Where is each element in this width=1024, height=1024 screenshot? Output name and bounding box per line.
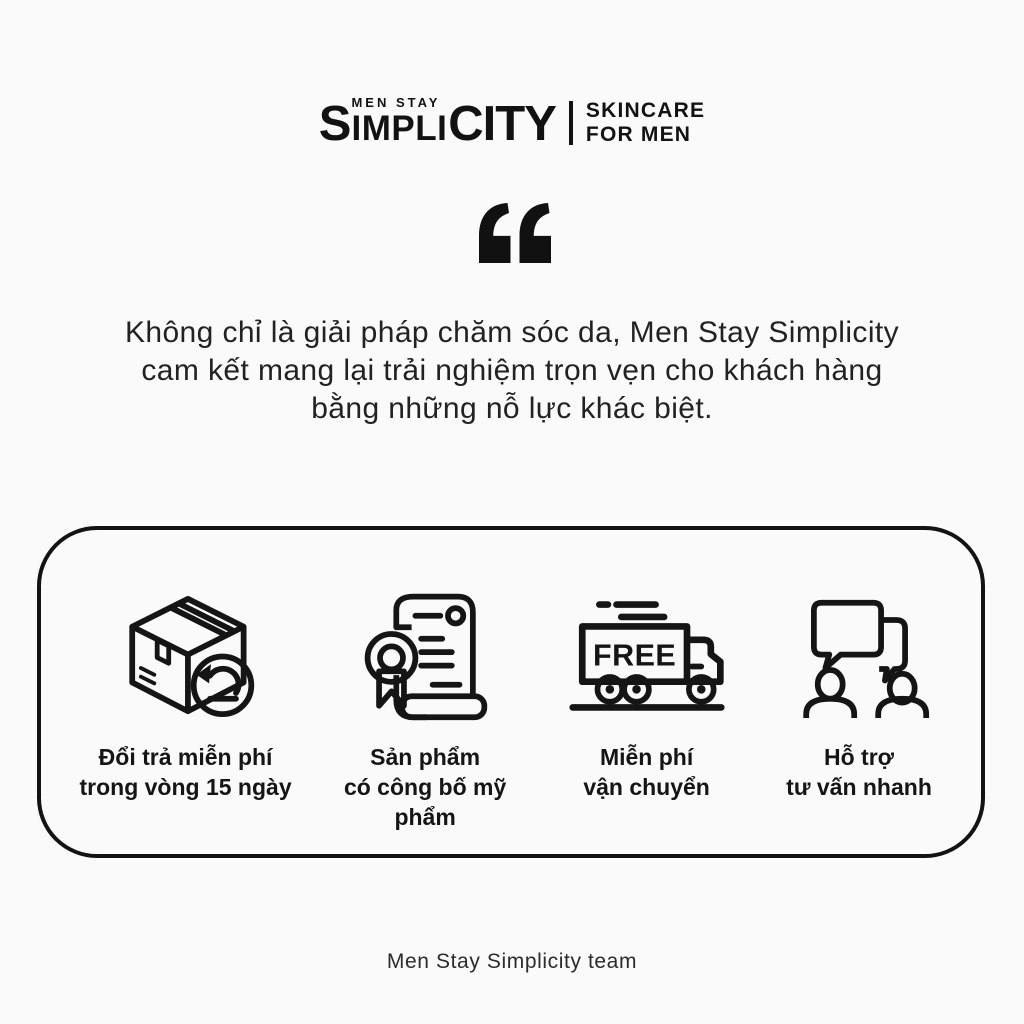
- quote-mark-icon: [0, 203, 1024, 263]
- statement-line-1: Không chỉ là giải pháp chăm sóc da, Men Stay Simplicity: [124, 316, 900, 349]
- footer-signature: Men Stay Simplicity team: [386, 950, 638, 973]
- brand-wordmark: [319, 96, 556, 149]
- tagline-line-1: SKINCARE: [585, 98, 706, 122]
- wordmark-men-stay: MEN STAY: [351, 95, 441, 110]
- statement-line-2: cam kết mang lại trải nghiệm trọn vẹn cho khách hàng: [141, 354, 883, 387]
- tagline-line-2: FOR MEN: [585, 122, 692, 146]
- wordmark-s: S: [318, 97, 351, 151]
- feature-label: Miễn phí vận chuyển: [583, 744, 710, 800]
- feature-label: Sản phẩm có công bố mỹ phẩm: [343, 744, 507, 830]
- feature-certified-product: [312, 580, 538, 832]
- benefits-box: [37, 526, 985, 858]
- feature-label: Đổi trả miễn phí trong vòng 15 ngày: [79, 744, 292, 800]
- truck-free-text: FREE: [592, 638, 676, 673]
- brand-statement: [0, 314, 1024, 428]
- feature-free-returns: [59, 580, 312, 802]
- logo-separator: [569, 101, 573, 145]
- wordmark-stack: [351, 96, 447, 146]
- wordmark-impli: IMPLI: [351, 109, 448, 148]
- wordmark-city: CITY: [448, 97, 556, 151]
- feature-label: Hỗ trợ tư vấn nhanh: [786, 744, 932, 800]
- package-return-icon: [113, 580, 259, 732]
- free-shipping-truck-icon: [567, 580, 727, 732]
- brand-logo: [0, 96, 1024, 149]
- feature-fast-support: [755, 580, 963, 802]
- feature-free-shipping: [538, 580, 755, 802]
- support-chat-icon: [787, 580, 931, 732]
- certificate-icon: [358, 580, 492, 732]
- statement-line-3: bằng những nỗ lực khác biệt.: [311, 392, 713, 425]
- brand-tagline: [586, 99, 705, 146]
